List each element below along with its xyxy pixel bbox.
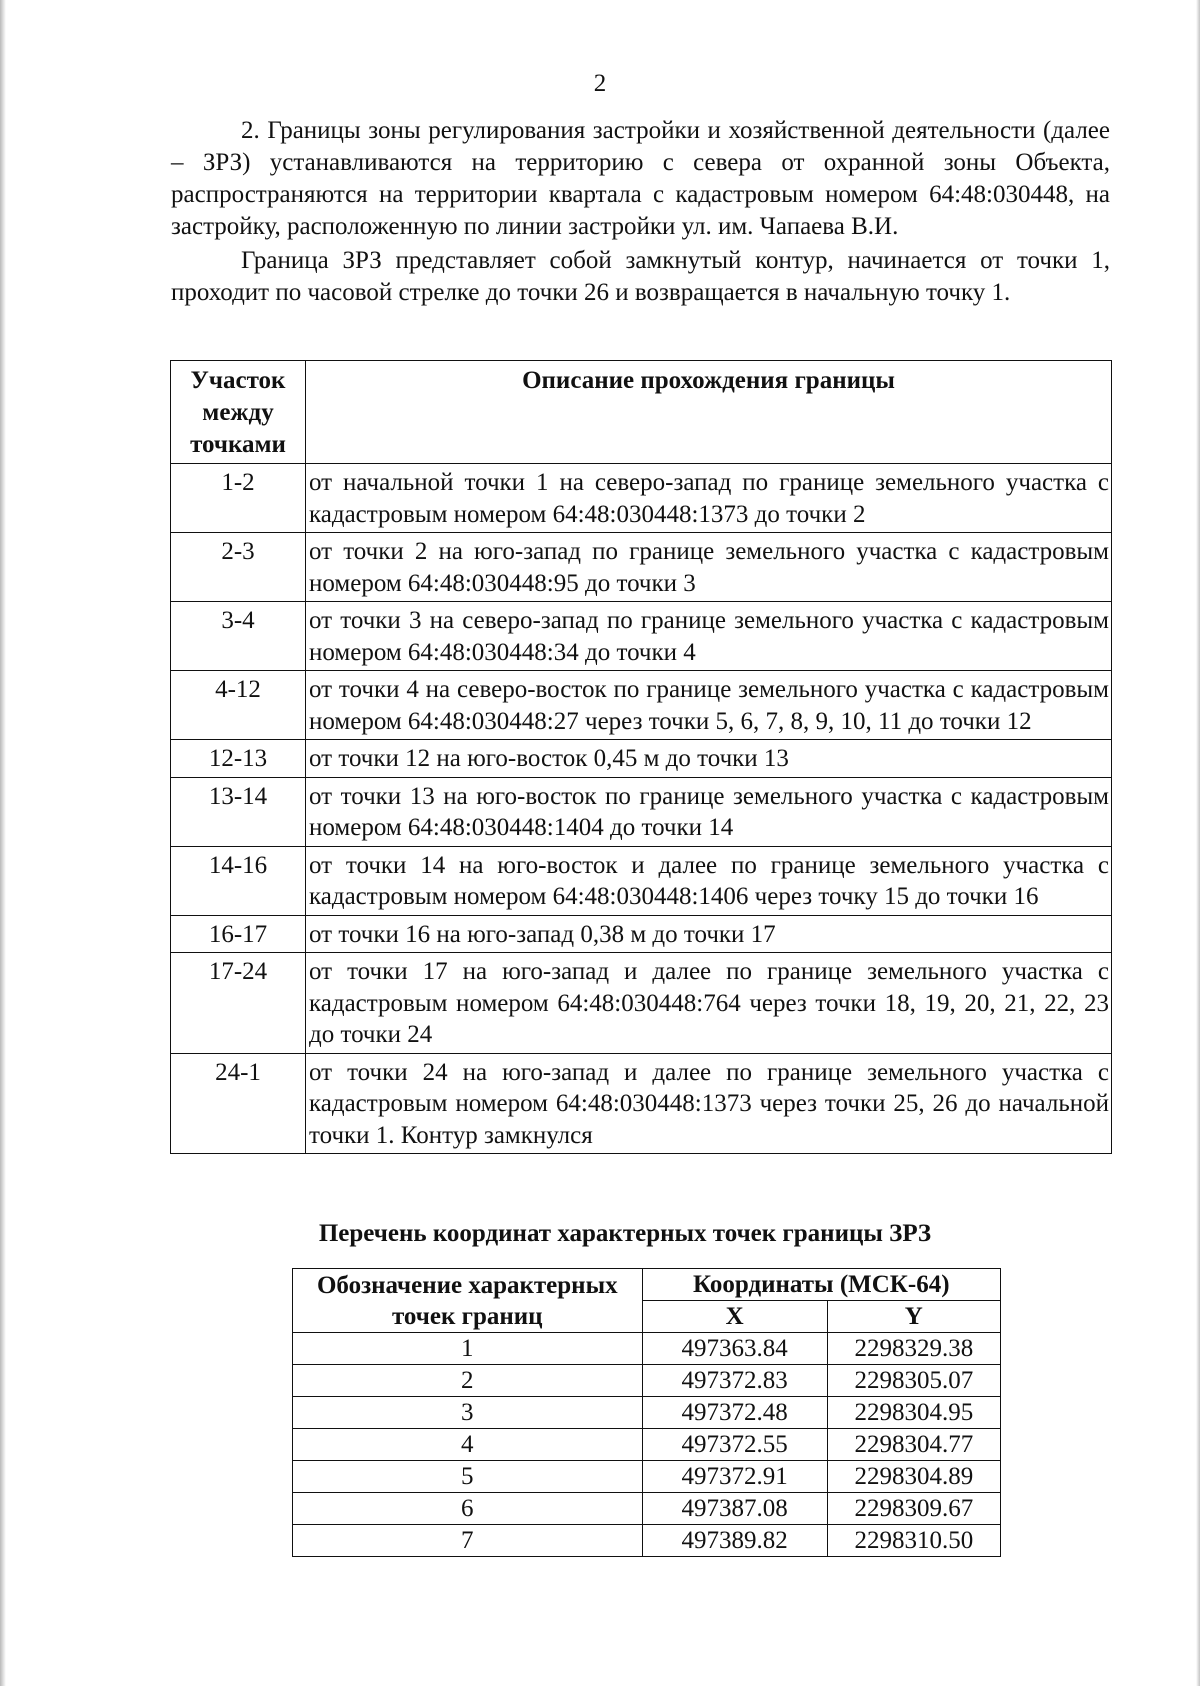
page-number: 2 [593, 70, 607, 97]
point-column-header: Обозначение характерных точек границ [293, 1269, 643, 1333]
segment-cell: 4-12 [171, 671, 306, 740]
point-cell: 7 [293, 1525, 643, 1557]
table-row [293, 1429, 1001, 1461]
x-cell: 497372.83 [642, 1365, 827, 1397]
point-cell: 1 [293, 1333, 643, 1365]
paragraph-zone-boundaries: 2. Границы зоны регулирования застройки и хозяйственной деятельности (далее – ЗРЗ) устанавливаются на территорию с севера от охранной зоны Объекта, распространяются на территории квартала с кадастровым номером 64:48:030448, на застройку, расположенную по линии застройки ул. им. Чапаева В.И. [171, 117, 1110, 240]
x-column-header: X [642, 1301, 827, 1333]
segment-cell: 1-2 [171, 464, 306, 533]
table-row [293, 1525, 1001, 1557]
table-row [171, 915, 1112, 953]
y-column-header: Y [827, 1301, 1000, 1333]
segment-cell: 14-16 [171, 846, 306, 915]
description-cell: от точки 24 на юго-запад и далее по границе земельного участка с кадастровым номером 64:48:030448:1373 через точки 25, 26 до начальной точки 1. Контур замкнулся [306, 1053, 1112, 1154]
table-row [171, 953, 1112, 1054]
table-row [171, 533, 1112, 602]
table-row [171, 740, 1112, 778]
point-cell: 2 [293, 1365, 643, 1397]
point-cell: 4 [293, 1429, 643, 1461]
table-row [171, 464, 1112, 533]
description-cell: от точки 17 на юго-запад и далее по границе земельного участка с кадастровым номером 64:48:030448:764 через точки 18, 19, 20, 21, 22, 23 до точки 24 [306, 953, 1112, 1054]
segment-cell: 24-1 [171, 1053, 306, 1154]
x-cell: 497372.48 [642, 1397, 827, 1429]
point-cell: 5 [293, 1461, 643, 1493]
segment-cell: 3-4 [171, 602, 306, 671]
scan-edge-right [1196, 0, 1200, 1686]
coords-group-header: Координаты (МСК-64) [642, 1269, 1000, 1301]
table-row [171, 777, 1112, 846]
point-cell: 6 [293, 1493, 643, 1525]
description-cell: от точки 16 на юго-запад 0,38 м до точки 17 [306, 915, 1112, 953]
table-row [171, 671, 1112, 740]
y-cell: 2298304.77 [827, 1429, 1000, 1461]
table-row [171, 1053, 1112, 1154]
y-cell: 2298305.07 [827, 1365, 1000, 1397]
y-cell: 2298309.67 [827, 1493, 1000, 1525]
coords-header-row [293, 1269, 1001, 1301]
table-header-row [171, 361, 1112, 464]
y-cell: 2298304.89 [827, 1461, 1000, 1493]
table-row [293, 1365, 1001, 1397]
x-cell: 497363.84 [642, 1333, 827, 1365]
x-cell: 497372.91 [642, 1461, 827, 1493]
segment-cell: 13-14 [171, 777, 306, 846]
segment-cell: 2-3 [171, 533, 306, 602]
table-row [293, 1333, 1001, 1365]
description-cell: от точки 12 на юго-восток 0,45 м до точки 13 [306, 740, 1112, 778]
table-row [293, 1493, 1001, 1525]
scan-edge-left [0, 0, 6, 1686]
description-cell: от точки 3 на северо-запад по границе земельного участка с кадастровым номером 64:48:030448:34 до точки 4 [306, 602, 1112, 671]
description-cell: от точки 4 на северо-восток по границе земельного участка с кадастровым номером 64:48:030448:27 через точки 5, 6, 7, 8, 9, 10, 11 до точки 12 [306, 671, 1112, 740]
segment-cell: 12-13 [171, 740, 306, 778]
point-cell: 3 [293, 1397, 643, 1429]
table-row [293, 1397, 1001, 1429]
segment-column-header: Участок между точками [171, 361, 306, 464]
coordinates-title: Перечень координат характерных точек границы ЗРЗ [318, 1220, 932, 1247]
table-row [293, 1461, 1001, 1493]
y-cell: 2298310.50 [827, 1525, 1000, 1557]
table-row [171, 602, 1112, 671]
description-cell: от начальной точки 1 на северо-запад по границе земельного участка с кадастровым номером 64:48:030448:1373 до точки 2 [306, 464, 1112, 533]
description-column-header: Описание прохождения границы [306, 361, 1112, 464]
segment-cell: 16-17 [171, 915, 306, 953]
x-cell: 497389.82 [642, 1525, 827, 1557]
description-cell: от точки 2 на юго-запад по границе земельного участка с кадастровым номером 64:48:030448:95 до точки 3 [306, 533, 1112, 602]
y-cell: 2298329.38 [827, 1333, 1000, 1365]
description-cell: от точки 14 на юго-восток и далее по границе земельного участка с кадастровым номером 64:48:030448:1406 через точку 15 до точки 16 [306, 846, 1112, 915]
segment-cell: 17-24 [171, 953, 306, 1054]
coordinates-table [292, 1268, 1001, 1557]
x-cell: 497387.08 [642, 1493, 827, 1525]
paragraph-contour-description: Граница ЗРЗ представляет собой замкнутый контур, начинается от точки 1, проходит по часовой стрелке до точки 26 и возвращается в начальную точку 1. [171, 247, 1110, 306]
x-cell: 497372.55 [642, 1429, 827, 1461]
y-cell: 2298304.95 [827, 1397, 1000, 1429]
boundary-description-table [170, 360, 1112, 1154]
table-row [171, 846, 1112, 915]
description-cell: от точки 13 на юго-восток по границе земельного участка с кадастровым номером 64:48:030448:1404 до точки 14 [306, 777, 1112, 846]
